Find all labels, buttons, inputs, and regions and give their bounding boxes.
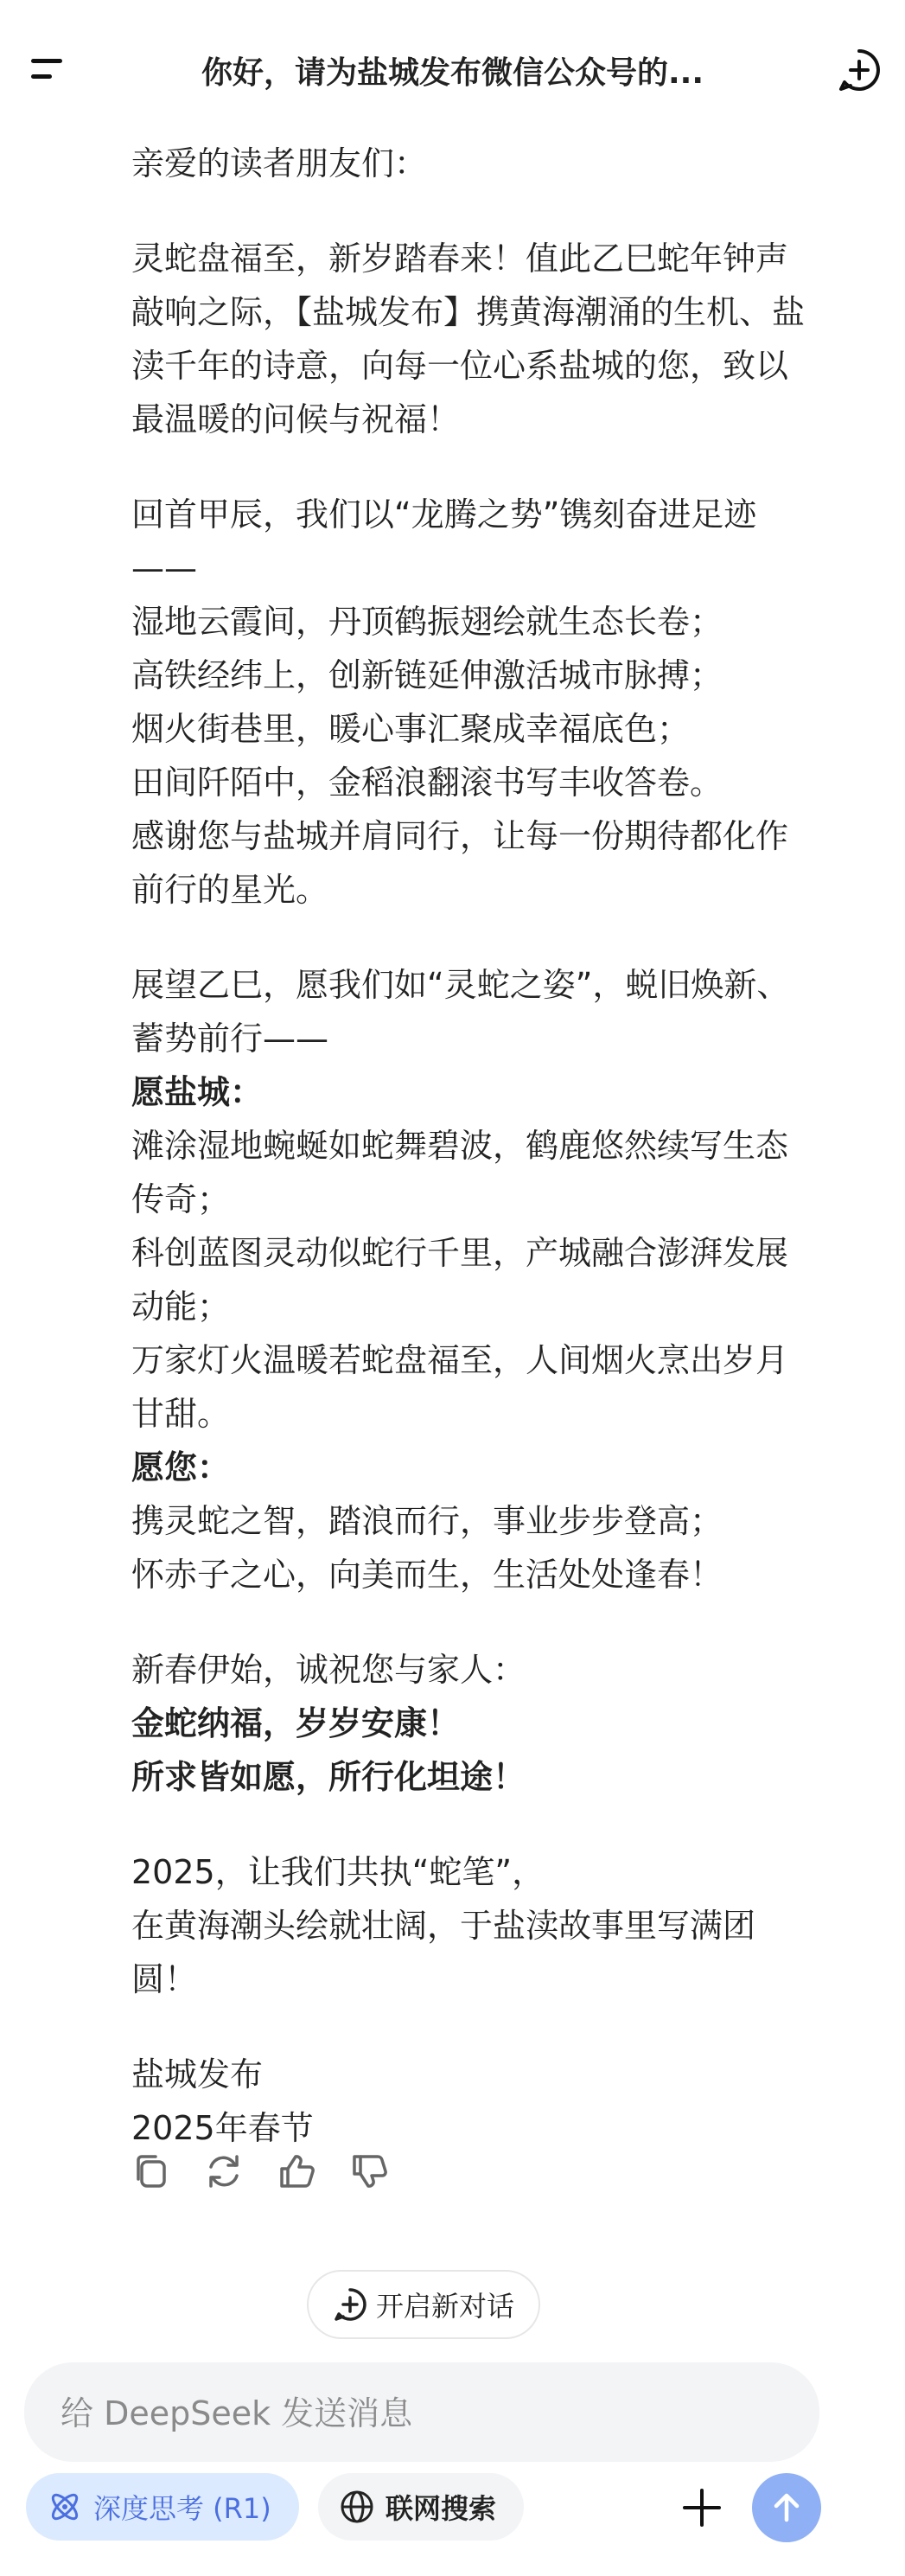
paragraph-line: 怀赤子之心，向美而生，生活处处逢春！ <box>131 1556 723 1594</box>
paragraph-line: 感谢您与盐城并肩同行，让每一份期待都化作 <box>131 817 789 855</box>
thumbs-down-icon[interactable] <box>347 2150 391 2193</box>
paragraph-line: 传奇； <box>131 1180 231 1218</box>
paragraph-line: 灵蛇盘福至，新岁踏春来！值此乙巳蛇年钟声 <box>131 240 789 278</box>
paragraph-line: 回首甲辰，我们以“龙腾之势”镌刻奋进足迹 <box>131 495 757 534</box>
conversation-title[interactable]: 你好，请为盐城发布微信公众号的... <box>201 55 704 91</box>
blessing-line: 金蛇纳福，岁岁安康！ <box>131 1704 461 1742</box>
arrow-up-icon <box>768 2489 806 2527</box>
paragraph-line: 甘甜。 <box>131 1395 231 1433</box>
paragraph-line: —— <box>131 549 197 587</box>
thumbs-up-icon[interactable] <box>275 2150 318 2193</box>
paragraph-line: 在黄海潮头绘就壮阔，于盐渎故事里写满团 <box>131 1907 756 1945</box>
assistant-message <box>131 137 875 2155</box>
copy-icon[interactable] <box>130 2150 173 2193</box>
send-button[interactable] <box>752 2473 821 2542</box>
paragraph-line: 科创蓝图灵动似蛇行千里，产城融合澎湃发展 <box>131 1234 789 1272</box>
paragraph-line: 前行的星光。 <box>131 871 329 909</box>
new-chat-icon[interactable] <box>837 48 882 93</box>
new-conversation-button[interactable] <box>307 2270 540 2339</box>
paragraph-line: 动能； <box>131 1288 231 1326</box>
new-conversation-label: 开启新对话 <box>375 2290 514 2323</box>
wish-city-heading: 愿盐城： <box>131 1073 264 1111</box>
deep-think-toggle[interactable] <box>26 2473 299 2541</box>
paragraph-line: 蓄势前行—— <box>131 1020 329 1058</box>
message-input-box[interactable] <box>24 2362 819 2462</box>
paragraph-line: 万家灯火温暖若蛇盘福至，人间烟火烹出岁月 <box>131 1341 789 1379</box>
wish-you-heading: 愿您： <box>131 1448 231 1486</box>
message-input[interactable] <box>59 2362 788 2464</box>
paragraph-line: 烟火街巷里，暖心事汇聚成幸福底色； <box>131 710 691 748</box>
paragraph-line: 2025，让我们共执“蛇笔”， <box>131 1853 545 1891</box>
paragraph-line: 田间阡陌中，金稻浪翻滚书写丰收答卷。 <box>131 764 723 802</box>
blessing-line: 所求皆如愿，所行化坦途！ <box>131 1758 526 1796</box>
deep-think-label: 深度思考 (R1) <box>93 2492 271 2525</box>
new-chat-icon <box>333 2287 367 2322</box>
web-search-toggle[interactable] <box>318 2473 524 2541</box>
signature: 盐城发布 <box>131 2055 264 2093</box>
paragraph-line: 滩涂湿地蜿蜒如蛇舞碧波，鹤鹿悠然续写生态 <box>131 1127 789 1165</box>
paragraph-line: 携灵蛇之智，踏浪而行，事业步步登高； <box>131 1502 723 1540</box>
paragraph-line: 新春伊始，诚祝您与家人： <box>131 1651 526 1689</box>
paragraph-line: 湿地云霞间，丹顶鹤振翅绘就生态长卷； <box>131 603 723 641</box>
paragraph-line: 敲响之际，【盐城发布】携黄海潮涌的生机、盐 <box>131 293 806 331</box>
globe-icon <box>339 2489 375 2525</box>
menu-icon[interactable] <box>28 52 71 86</box>
paragraph-line: 高铁经纬上，创新链延伸激活城市脉搏； <box>131 656 723 694</box>
regenerate-icon[interactable] <box>202 2150 245 2193</box>
paragraph-line: 渎千年的诗意，向每一位心系盐城的您，致以 <box>131 347 789 385</box>
greeting: 亲爱的读者朋友们： <box>131 144 428 182</box>
paragraph-line: 圆！ <box>131 1960 198 1998</box>
top-bar <box>0 0 905 138</box>
web-search-label: 联网搜索 <box>386 2492 497 2525</box>
signature-date: 2025年春节 <box>131 2109 314 2147</box>
paragraph-line: 最温暖的问候与祝福！ <box>131 400 461 438</box>
atom-icon <box>47 2489 83 2525</box>
plus-icon[interactable] <box>681 2487 723 2528</box>
paragraph-line: 展望乙巳，愿我们如“灵蛇之姿”，蜕旧焕新、 <box>131 966 790 1004</box>
